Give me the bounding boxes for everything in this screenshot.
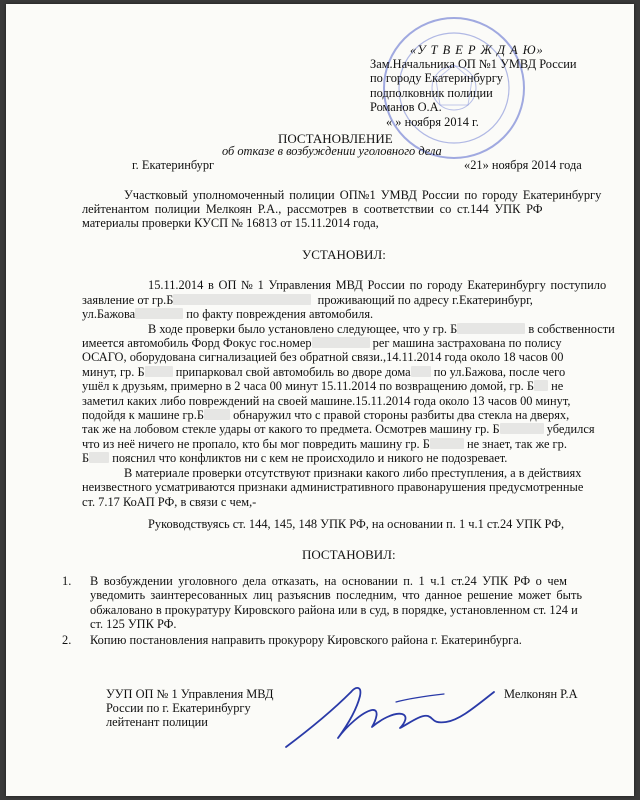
- approval-date: « » ноября 2014 г.: [386, 115, 479, 129]
- body-line: ст. 7.17 КоАП РФ, в связи с чем,-: [82, 495, 257, 509]
- handwritten-signature-icon: [276, 672, 516, 762]
- intro-line: Участковый уполномоченный полиции ОП№1 УМВД России по городу Екатеринбургу: [124, 188, 602, 202]
- item-line: ст. 125 УПК РФ.: [90, 617, 177, 631]
- body-line: подойдя к машине гр.Б обнаружил что с правой стороны разбиты два стекла на дверях,: [82, 408, 570, 422]
- signer-position: УУП ОП № 1 Управления МВД: [106, 687, 274, 701]
- approval-line: по городу Екатеринбургу: [370, 71, 503, 85]
- item-number: 1.: [62, 574, 72, 588]
- item-line: Копию постановления направить прокурору Кировского района г. Екатеринбурга.: [90, 633, 522, 647]
- document-subtitle: об отказе в возбуждении уголовного дела: [222, 144, 442, 158]
- body-line: минут, гр. Б припарковал свой автомобиль во дворе дома по ул.Бажова, после чего: [82, 365, 566, 379]
- section-decided: ПОСТАНОВИЛ:: [302, 547, 396, 562]
- body-line: Б пояснил что конфликтов ни с кем не происходило и никого не подозревает.: [82, 451, 508, 465]
- item-line: обжаловано в прокуратуру Кировского района или в суд, в порядке, установленном ст. 124 и: [90, 603, 578, 617]
- signer-name: Мелконян Р.А: [504, 687, 578, 701]
- intro-line: лейтенантом полиции Мелкоян Р.А., рассмотрев в соответствии со ст.144 УПК РФ: [82, 202, 543, 216]
- body-line: В материале проверки отсутствуют признаки какого либо преступления, а в действиях: [124, 466, 582, 480]
- section-established: УСТАНОВИЛ:: [302, 247, 386, 262]
- item-number: 2.: [62, 633, 72, 647]
- signer-rank: лейтенант полиции: [106, 715, 208, 729]
- body-line: ОСАГО, оборудована сигнализацией без обратной связи.,14.11.2014 года около 18 часов 00: [82, 350, 564, 364]
- signer-position: России по г. Екатеринбургу: [106, 701, 251, 715]
- city: г. Екатеринбург: [132, 158, 215, 172]
- approval-line: подполковник полиции: [370, 86, 493, 100]
- body-line: так же на лобовом стекле удары от какого то предмета. Осмотрев машину гр. Б убедился: [82, 422, 595, 436]
- body-line: В ходе проверки было установлено следующее, что у гр. Б в собственности: [148, 322, 615, 336]
- body-line: что из неё ничего не пропало, кто бы мог повредить машину гр. Б не знает, так же гр.: [82, 437, 567, 451]
- body-line: заявление от гр.Б проживающий по адресу г.Екатеринбург,: [82, 293, 533, 307]
- document-date: «21» ноября 2014 года: [464, 158, 582, 172]
- approval-line: Романов О.А.: [370, 100, 442, 114]
- document-page: [6, 4, 634, 796]
- intro-line: материалы проверки КУСП № 16813 от 15.11.2014 года,: [82, 216, 379, 230]
- item-line: уведомить заинтересованных лиц разъяснив последним, что данное решение может быть: [90, 588, 583, 602]
- body-line: заметил каких либо повреждений на своей машине.15.11.2014 года около 13 часов 00 минут,: [82, 394, 571, 408]
- body-line: имеется автомобиль Форд Фокус гос.номер рег машина застрахована по полису: [82, 336, 562, 350]
- body-line: ул.Бажова по факту повреждения автомобиля.: [82, 307, 374, 321]
- approval-title: «У Т В Е Р Ж Д А Ю»: [410, 43, 544, 57]
- item-line: В возбуждении уголовного дела отказать, на основании п. 1 ч.1 ст.24 УПК РФ о чем: [90, 574, 567, 588]
- body-line: 15.11.2014 в ОП № 1 Управления МВД России по городу Екатеринбургу поступило: [148, 278, 607, 292]
- approval-line: Зам.Начальника ОП №1 УМВД России: [370, 57, 577, 71]
- body-line: Руководствуясь ст. 144, 145, 148 УПК РФ, на основании п. 1 ч.1 ст.24 УПК РФ,: [148, 517, 565, 531]
- document-title: ПОСТАНОВЛЕНИЕ: [278, 131, 393, 146]
- body-line: ушёл к друзьям, примерно в 2 часа 00 минут 15.11.2014 по возвращению домой, гр. Б не: [82, 379, 564, 393]
- body-line: неизвестного усматриваются признаки административного правонарушения предусмотренные: [82, 480, 584, 494]
